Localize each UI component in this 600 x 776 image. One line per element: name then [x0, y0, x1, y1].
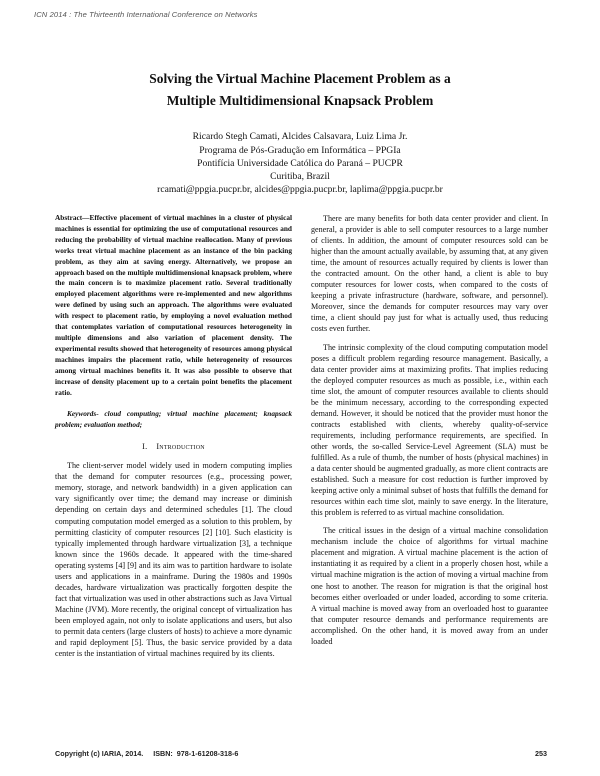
left-column — [55, 213, 292, 659]
abstract — [55, 213, 292, 398]
author-city: Curitiba, Brazil — [270, 171, 330, 182]
conference-header: ICN 2014 : The Thirteenth International Conference on Networks — [34, 10, 258, 19]
author-program: Programa de Pós-Gradução em Informática – PPGIa — [199, 145, 401, 156]
section-heading — [55, 441, 292, 452]
section-title: Introduction — [156, 442, 205, 452]
abstract-text: Abstract—Effective placement of virtual machines in a cluster of physical machines is essential for optimizing the use of computational resources and reducing the probability of virtual machine reallocation. Many of previous works treat virtual machine placement as an instance of the bin packing problem, as they aim at saving energy. Alternatively, we propose an approach based on the multiple multidimensional knapsack problem, where the main concern is to maximize placement ratio. Several traditionally employed placement algorithms were re-implemented and new algorithms were defined by using such an approach. The algorithms were evaluated with respect to placement ratio, by employing a novel evaluation method that contemplates variation of computational resources heterogeneity in multiple dimensions and also variation of placement density. The experimental results showed that heterogeneity of resources among physical machines impairs the placement ratio, while heterogeneity of resources among virtual machines benefits it. It was also possible to observe that increase of density placement up to a certain point benefits the placement ratio. — [55, 213, 292, 397]
paper-title-line-1: Solving the Virtual Machine Placement Problem as a — [149, 71, 451, 86]
page-number: 253 — [535, 749, 547, 758]
intro-paragraph-1: The client-server model widely used in modern computing implies that the demand for computer resources (e.g., processing power, memory, storage, and network bandwidth) in a given application can vary significantly over time; the demand may increase or diminish depending on certain days and determined schedules [1]. The cloud computing computation model emerged as a solution to this problem, by permitting clasticity of computer resources [2] [10]. Such elasticity is typically implemented through hardware virtualization [3], a technique known since the 1960s decade. It appeared with the time-shared operating systems [4] [9] and its aim was to partition hardware to isolate users and applications in a mainframe. During the 1980s and 1990s decades, hardware virtualization was practically forgotten despite the fact that virtualization was used in other abstractions such as Java Virtual Machine (JVM). More recently, the original concept of virtualization has been employed again, not only to isolate applications and users, but also to permit data centers (large clusters of hosts) to achieve a more dynamic and rapid deployment [5]. Thus, the basic service provided by a data center is the instantiation of virtual machines required by its clients. — [55, 461, 292, 659]
author-names: Ricardo Stegh Camati, Alcides Calsavara, Luiz Lima Jr. — [192, 131, 408, 142]
right-paragraph-1: There are many benefits for both data center provider and client. In general, a provider is able to sell computer resources to a large number of clients. In addition, the amount of computer resources sold can be higher than the amount actually available, by assuming that, at any given time, the amount of resources actually required by clients is lower than the contracted amount. On the other hand, a client is able to buy computer resources for lower costs, when compared to the costs of keeping a private infrastructure (hardware, software, and personnel). Moreover, since the demands for computer resources may vary over time, a client should pay just for what is actually used, thus reducing costs even further. — [311, 214, 548, 334]
author-university: Pontifícia Universidade Católica do Paraná – PUCPR — [197, 158, 403, 169]
right-paragraph-2: The intrinsic complexity of the cloud computing computation model poses a difficult problem regarding resource management. Basically, a data center provider aims at maximizing profits. That implies reducing the deployed computer resources as much as possible, i.e., within each time slot, the amount of computer resources available to clients should be the minimum necessary, according to the corresponding expected demand. However, it should be noticed that the provider must honor the contracts established with clients, whereby quality-of-service requirements, including performance requirements, are specified. In other words, the so-called Service-Level Agreement (SLA) must be fulfilled. As a rule of thumb, the number of hosts (physical machines) in a data center should be augmented gradually, as more client contracts are established. Such a measure for cost reduction is further improved by keeping active only a minimal subset of hosts that fulfills the demand for resources within each time slot, mainly to save energy. In the literature, this problem is referred to as virtual machine consolidation. — [311, 342, 548, 518]
right-column — [311, 213, 548, 647]
keywords: Keywords- cloud computing; virtual machine placement; knapsack problem; evaluation method; — [55, 409, 292, 430]
paper-title-line-2: Multiple Multidimensional Knapsack Problem — [166, 93, 434, 108]
footer-copyright: Copyright (c) IARIA, 2014. ISBN: 978-1-61208-318-6 — [55, 749, 239, 758]
section-number: I. — [142, 442, 148, 452]
right-paragraph-3: The critical issues in the design of a virtual machine consolidation mechanism include the choice of algorithms for virtual machine placement and migration. A virtual machine placement is the action of instantiating it as required by a client in a properly chosen host, while a virtual machine migration is the action of moving a virtual machine from one host to another. The reason for migration is that the original host becomes either overloaded or under loaded, according to some criteria. A virtual machine is moved away from an overloaded host to guarantee that computer resource demands and performance requirements are accomplished. On the other hand, it is moved away from an under loaded — [311, 526, 548, 646]
author-emails: rcamati@ppgia.pucpr.br, alcides@ppgia.pucpr.br, laplima@ppgia.pucpr.br — [157, 184, 443, 195]
